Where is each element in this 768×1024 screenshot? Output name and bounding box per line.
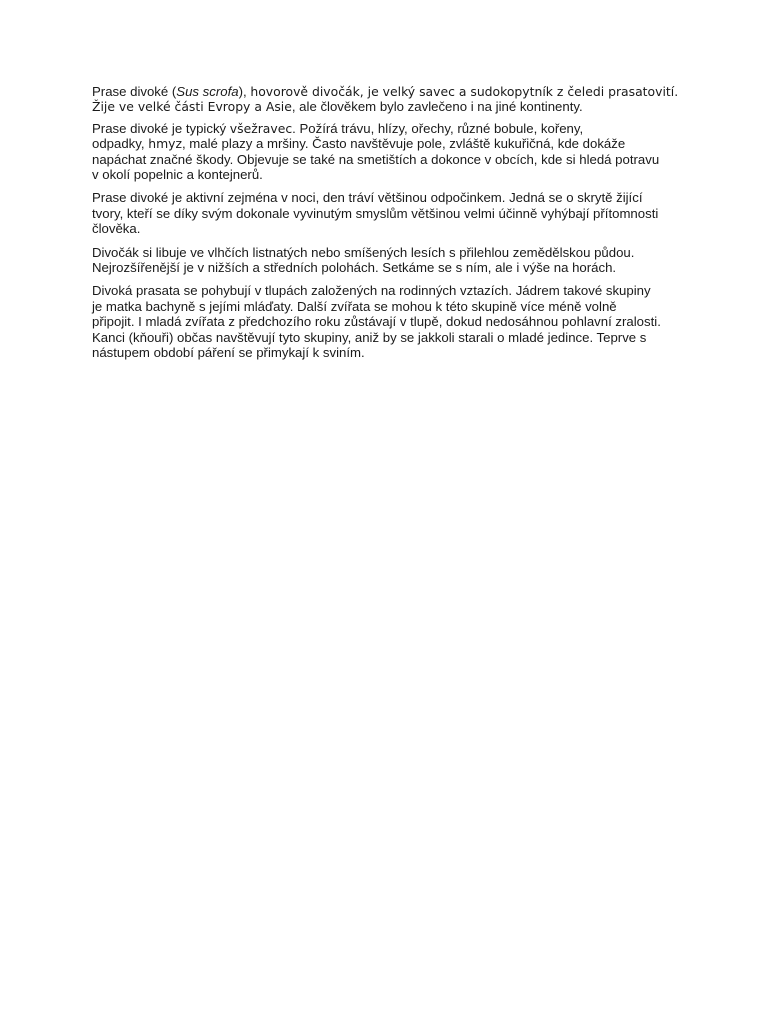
paragraph-diet xyxy=(92,121,682,183)
social-text: Divoká prasata se pohybují v tlupách založených na rodinných vztazích. Jádrem takové skupiny xyxy=(92,283,651,299)
paragraph-social xyxy=(92,283,682,360)
diet-text: odpadky, xyxy=(92,136,149,152)
paragraph-habitat xyxy=(92,245,682,276)
diet-text: Prase divoké je typický xyxy=(92,120,230,136)
social-text: připojit. I mladá zvířata z předchozího roku zůstávají v tlupě, dokud nedosáhnou pohlavní zralosti. xyxy=(92,314,661,330)
activity-text: tvory, kteří se díky svým dokonale vyvinutým smyslům většinou velmi účinně vyhýbají přítomnosti xyxy=(92,205,659,221)
intro-text: Evropy a Asie xyxy=(207,99,292,115)
paragraph-intro xyxy=(92,84,682,115)
document-body xyxy=(92,84,682,369)
habitat-text: Divočák si libuje ve vlhčích listnatých nebo smíšených lesích s přilehlou zemědělskou půdou. xyxy=(92,244,635,260)
diet-text: . Požírá trávu, hlízy, ořechy, různé bobule, kořeny, xyxy=(292,120,584,136)
intro-text: ), xyxy=(238,84,251,99)
diet-text: v okolí popelnic a kontejnerů. xyxy=(92,167,263,183)
diet-text: hmyz xyxy=(148,136,182,152)
habitat-text: Nejrozšířenější je v nižších a středních polohách. Setkáme se s ním, ale i výše na horách. xyxy=(92,260,617,276)
latin-name: Sus scrofa xyxy=(176,84,239,99)
intro-text: hovorově divočák, je velký savec a sudokopytník z čeledi prasatovití. xyxy=(250,84,679,99)
social-text: Kanci (kňouři) občas navštěvují tyto skupiny, aniž by se jakkoli starali o mladé jedince. Teprve s xyxy=(92,329,647,345)
intro-text: Prase divoké ( xyxy=(92,84,177,99)
diet-text: , malé plazy a mršiny. Často navštěvuje pole, zvláště kukuřičná, kde dokáže xyxy=(181,136,626,152)
activity-text: Prase divoké je aktivní zejména v noci, den tráví většinou odpočinkem. Jedná se o skrytě žijící xyxy=(92,190,643,206)
diet-text: všežravec xyxy=(229,120,293,136)
paragraph-activity xyxy=(92,190,682,236)
diet-text: napáchat značné škody. Objevuje se také na smetištích a dokonce v obcích, kde si hledá potravu xyxy=(92,151,660,167)
intro-text: , ale člověkem bylo zavlečeno i na jiné kontinenty. xyxy=(291,99,583,115)
intro-text: Žije ve velké části xyxy=(92,99,208,115)
social-text: nástupem období páření se přimykají k sviním. xyxy=(92,345,365,361)
social-text: je matka bachyně s jejími mláďaty. Další zvířata se mohou k této skupině více méně volně xyxy=(92,298,617,314)
activity-text: člověka. xyxy=(92,221,141,237)
